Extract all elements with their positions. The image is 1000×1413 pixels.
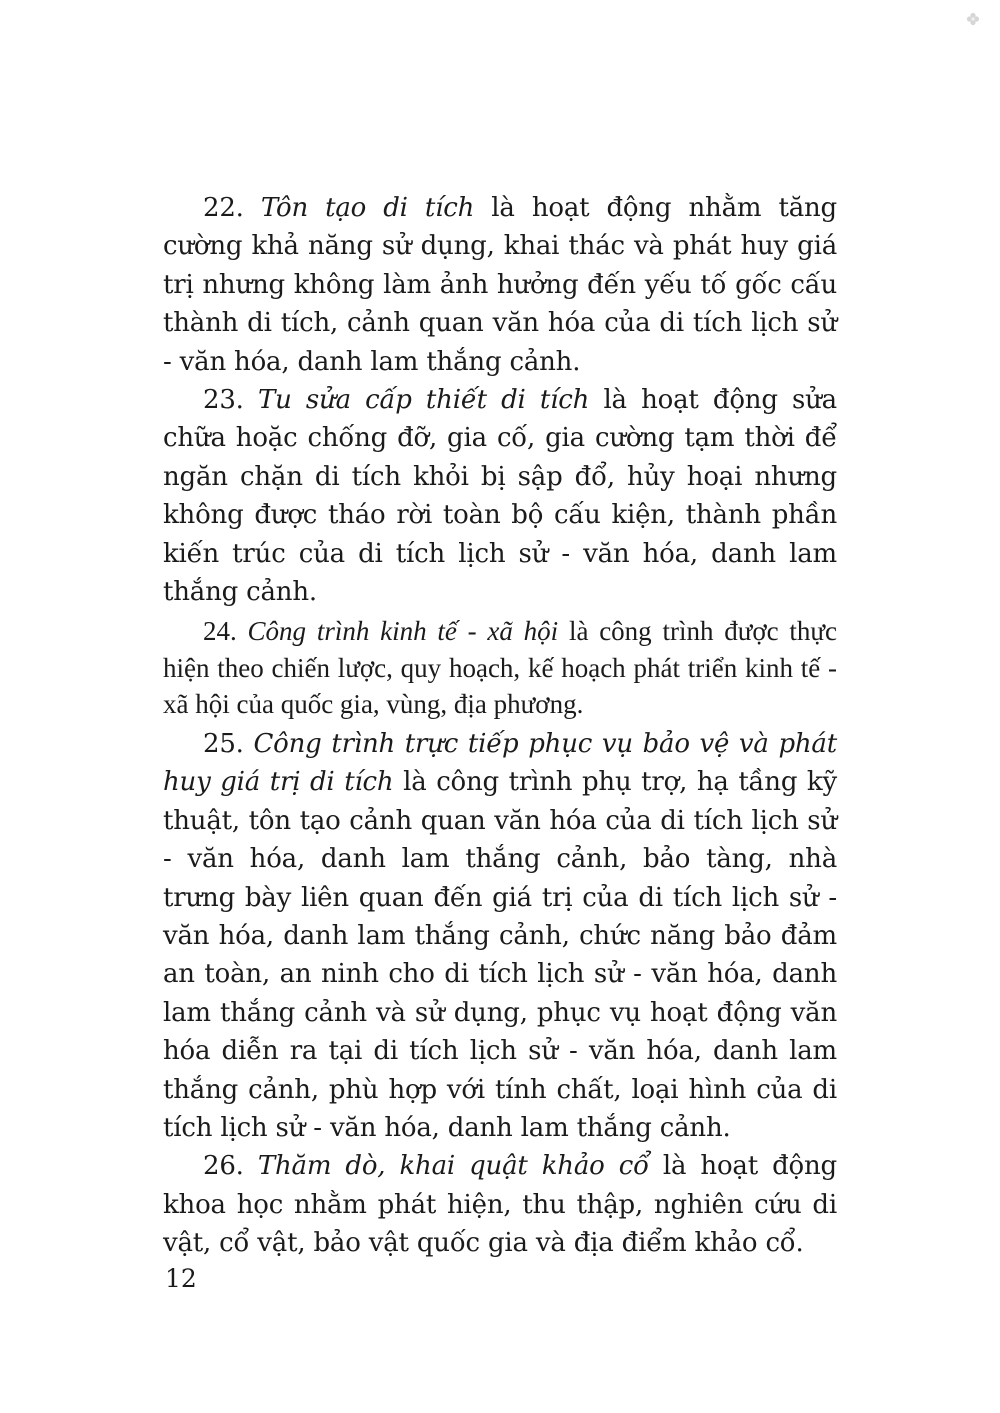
definition-text: là hoạt động sửa chữa hoặc chống đỡ, gia cố, gia cường tạm thời để ngăn chặn di tích khỏi bị sập đổ, hủy hoại nhưng không được tháo rời toàn bộ cấu kiện, thành phần kiến trúc của di tích lịch sử - văn hóa, danh lam thắng cảnh.: [163, 385, 837, 608]
definition-26: [163, 1147, 837, 1262]
definition-text: là hoạt động khoa học nhằm phát hiện, thu thập, nghiên cứu di vật, cổ vật, bảo vật quốc gia và địa điểm khảo cổ.: [163, 1151, 837, 1259]
definition-25: [163, 725, 837, 1147]
page-number: 12: [165, 1264, 197, 1293]
page-body: [163, 189, 837, 1263]
decorative-flower-icon: [966, 12, 980, 26]
definition-22: [163, 189, 837, 381]
defined-term: Công trình trực tiếp phục vụ bảo vệ và phát huy giá trị di tích: [163, 728, 837, 798]
defined-term: Tôn tạo di tích: [260, 193, 475, 223]
definition-23: [163, 381, 837, 611]
definition-text: là công trình phụ trợ, hạ tầng kỹ thuật, tôn tạo cảnh quan văn hóa của di tích lịch sử - văn hóa, danh lam thắng cảnh, bảo tàng, nhà trưng bày liên quan đến giá trị của di tích lịch sử - văn hóa, danh lam thắng cảnh, chức năng bảo đảm an toàn, an ninh cho di tích lịch sử - văn hóa, danh lam thắng cảnh và sử dụng, phục vụ hoạt động văn hóa diễn ra tại di tích lịch sử - văn hóa, danh lam thắng cảnh, phù hợp với tính chất, loại hình của di tích lịch sử - văn hóa, danh lam thắng cảnh.: [163, 767, 837, 1144]
item-number: 23.: [203, 385, 244, 416]
defined-term: Thăm dò, khai quật khảo cổ: [257, 1151, 649, 1182]
definition-text: là hoạt động nhằm tăng cường khả năng sử dụng, khai thác và phát huy giá trị nhưng không làm ảnh hưởng đến yếu tố gốc cấu thành di tích, cảnh quan văn hóa của di tích lịch sử - văn hóa, danh lam thắng cảnh.: [163, 193, 837, 377]
defined-term: Tu sửa cấp thiết di tích: [258, 385, 590, 416]
definition-24: [163, 613, 837, 723]
item-number: 26.: [203, 1151, 244, 1182]
item-number: 24.: [203, 616, 237, 647]
item-number: 22.: [203, 193, 244, 223]
defined-term: Công trình kinh tế - xã hội: [247, 616, 559, 647]
item-number: 25.: [203, 728, 244, 759]
definition-text: là công trình được thực hiện theo chiến lược, quy hoạch, kế hoạch phát triển kinh tế - xã hội của quốc gia, vùng, địa phương.: [163, 616, 838, 720]
